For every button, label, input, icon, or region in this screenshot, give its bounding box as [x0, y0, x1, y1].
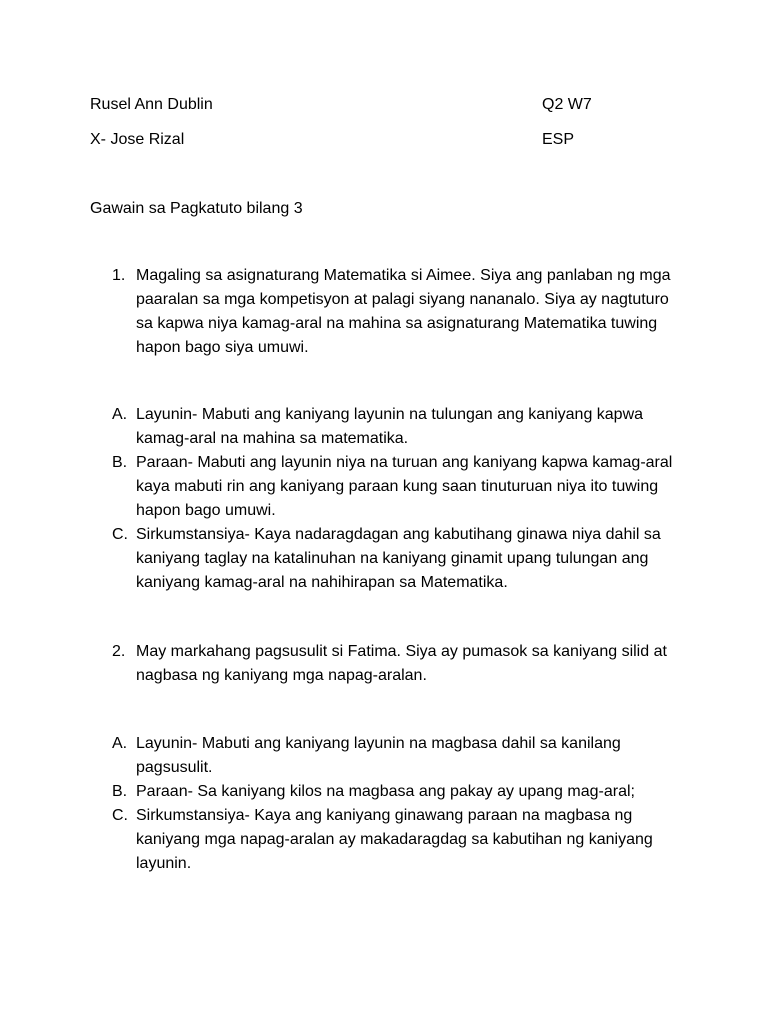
student-name: Rusel Ann Dublin: [90, 96, 213, 113]
answer-letter: C.: [112, 807, 128, 824]
answer-item: [90, 804, 690, 876]
answer-letter: B.: [112, 783, 128, 800]
answer-item: [90, 451, 690, 523]
question-number: 2.: [112, 643, 126, 660]
question-2: [90, 640, 690, 688]
answer-letter: C.: [112, 526, 128, 543]
answers-1: [90, 403, 690, 595]
question-text: May markahang pagsusulit si Fatima. Siya ay pumasok sa kaniyang silid at nagbasa ng kaniyang mga napag-aralan.: [136, 643, 667, 684]
answer-text: Layunin- Mabuti ang kaniyang layunin na magbasa dahil sa kanilang pagsusulit.: [136, 735, 621, 776]
subject: ESP: [542, 131, 575, 148]
answer-text: Layunin- Mabuti ang kaniyang layunin na tulungan ang kaniyang kapwa kamag-aral na mahina sa matematika.: [136, 406, 644, 447]
quarter-week: Q2 W7: [542, 96, 592, 113]
answer-item: [90, 732, 690, 780]
answer-item: [90, 403, 690, 451]
answer-letter: B.: [112, 454, 128, 471]
student-section: X- Jose Rizal: [90, 131, 185, 148]
activity-title: Gawain sa Pagkatuto bilang 3: [90, 200, 303, 217]
answer-text: Paraan- Sa kaniyang kilos na magbasa ang pakay ay upang mag-aral;: [136, 783, 635, 800]
question-text: Magaling sa asignaturang Matematika si Aimee. Siya ang panlaban ng mga paaralan sa mga kompetisyon at palagi siyang nananalo. Siya ay nagtuturo sa kapwa niya kamag-aral na mahina sa asignaturang Matematika tuwing hapon bago siya umuwi.: [136, 267, 671, 356]
answer-item: [90, 780, 690, 804]
answers-2: [90, 732, 690, 876]
question-1: [90, 264, 690, 360]
answer-text: Paraan- Mabuti ang layunin niya na turuan ang kaniyang kapwa kamag-aral kaya mabuti rin ang kaniyang paraan kung saan tinuturuan niya ito tuwing hapon bago umuwi.: [136, 454, 673, 519]
answer-letter: A.: [112, 406, 128, 423]
answer-text: Sirkumstansiya- Kaya nadaragdagan ang kabutihang ginawa niya dahil sa kaniyang taglay na katalinuhan na kaniyang ginamit upang tulungan ang kaniyang kamag-aral na nahihirapan sa Matematika.: [136, 526, 661, 591]
answer-item: [90, 523, 690, 595]
question-number: 1.: [112, 267, 126, 284]
answer-text: Sirkumstansiya- Kaya ang kaniyang ginawang paraan na magbasa ng kaniyang mga napag-aralan ay makadaragdag sa kabutihan ng kaniyang layunin.: [136, 807, 653, 872]
answer-letter: A.: [112, 735, 128, 752]
